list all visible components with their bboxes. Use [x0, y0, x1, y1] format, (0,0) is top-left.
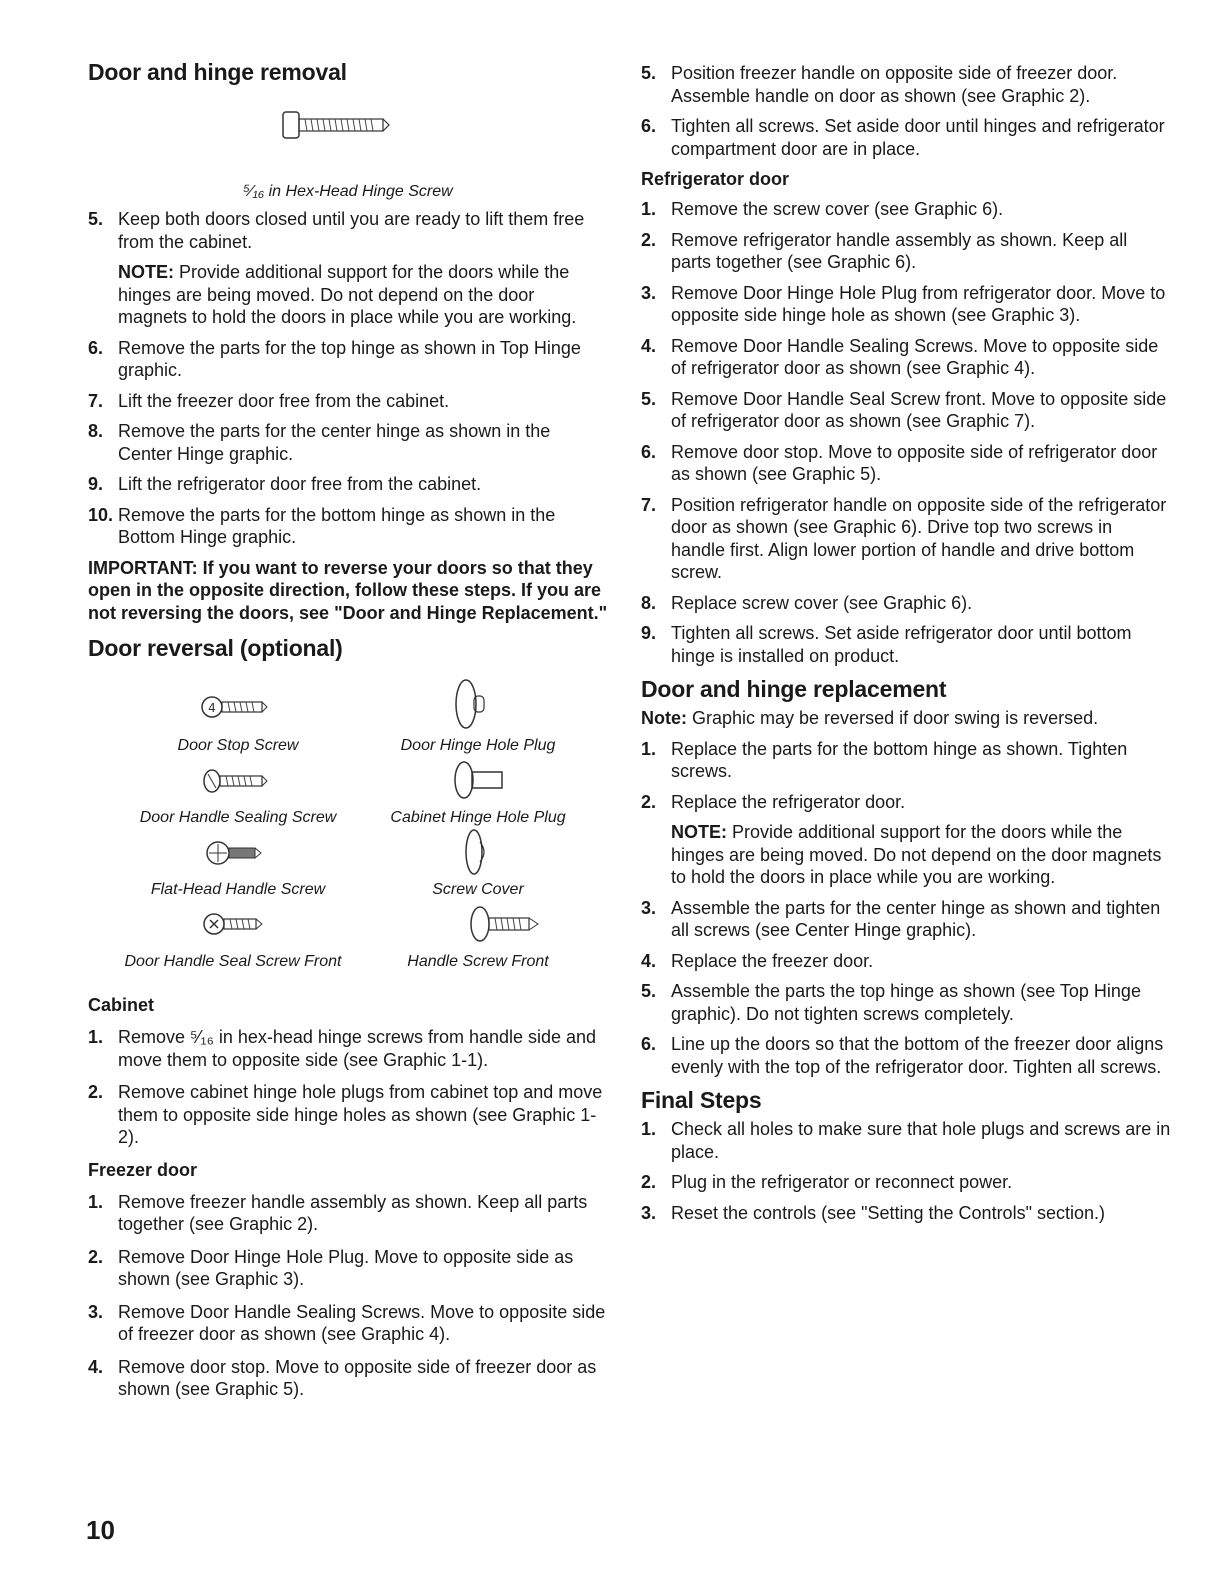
list-item: 5. Assemble the parts the top hinge as shown (see Top Hinge graphic). Do not tighten screws completely. [641, 981, 1141, 1024]
flat-head-handle-screw-icon [206, 836, 266, 870]
caption-door-handle-sealing-screw: Door Handle Sealing Screw [139, 809, 337, 826]
section-title-final: Final Steps [641, 1087, 762, 1113]
page-number: 10 [86, 1515, 115, 1545]
right-column [641, 62, 1171, 1224]
parts-figure [88, 662, 608, 982]
list-item: 5. Keep both doors closed until you are ready to lift them free from the cabinet. [88, 209, 585, 252]
list-item: 4. Remove door stop. Move to opposite side of freezer door as shown (see Graphic 5). [88, 1356, 597, 1399]
removal-steps [88, 208, 608, 253]
important-notice: IMPORTANT: If you want to reverse your doors so that they open in the opposite direction, follow these steps. If you are not reversing the doors, see "Door and Hinge Replacement." [88, 557, 608, 623]
list-item: 8. Remove the parts for the center hinge as shown in the Center Hinge graphic. [88, 421, 551, 464]
list-item: 4. Replace the freezer door. [641, 950, 874, 971]
list-item: 1. Check all holes to make sure that hole plugs and screws are in place. [641, 1119, 1171, 1162]
list-item: 6. Tighten all screws. Set aside door until hinges and refrigerator compartment door are in place. [641, 116, 1165, 159]
list-item: 2. Remove cabinet hinge hole plugs from cabinet top and move them to opposite side hinge holes as shown (see Graphic 1-2). [88, 1082, 603, 1147]
left-column [88, 58, 608, 1401]
list-item: 10. Remove the parts for the bottom hinge as shown in the Bottom Hinge graphic. [88, 504, 556, 547]
section-title-removal: Door and hinge removal [88, 59, 347, 85]
note-replacement: NOTE: Provide additional support for the doors while the hinges are being moved. Do not depend on the door magnets to hold the doors in place while you are working. [671, 822, 1162, 887]
list-item: 1. Remove ⁵⁄₁₆ in hex-head hinge screws from handle side and move them to opposite side (see Graphic 1-1). [88, 1027, 597, 1070]
caption-flat-head-handle-screw: Flat-Head Handle Screw [150, 881, 326, 898]
caption-door-hinge-hole-plug: Door Hinge Hole Plug [400, 737, 556, 754]
screw-cover-icon [462, 826, 492, 878]
cabinet-heading: Cabinet [88, 995, 155, 1015]
hex-screw-caption: ⁵⁄₁₆ in Hex-Head Hinge Screw [243, 183, 453, 200]
replacement-steps [641, 738, 1171, 814]
list-item: 7. Lift the freezer door free from the cabinet. [88, 390, 450, 411]
door-stop-screw-icon [200, 692, 270, 722]
caption-door-handle-seal-screw-front: Door Handle Seal Screw Front [124, 953, 342, 970]
handle-screw-front-icon [468, 904, 544, 944]
freezer-steps [88, 1191, 608, 1401]
section-title-replacement: Door and hinge replacement [641, 676, 947, 702]
freezer-heading: Freezer door [88, 1159, 198, 1180]
door-hinge-hole-plug-icon [452, 676, 492, 732]
freezer-steps-continued [641, 62, 1171, 160]
section-title-reversal: Door reversal (optional) [88, 635, 343, 661]
replacement-note: Note: Graphic may be reversed if door swing is reversed. [641, 708, 1099, 728]
caption-handle-screw-front: Handle Screw Front [407, 953, 549, 970]
refrigerator-steps [641, 198, 1171, 667]
hex-head-screw-icon [273, 110, 393, 140]
caption-cabinet-hinge-hole-plug: Cabinet Hinge Hole Plug [390, 809, 566, 826]
final-steps [641, 1118, 1171, 1224]
list-item: 4. Remove Door Handle Sealing Screws. Move to opposite side of refrigerator door as shown (see Graphic 4). [641, 335, 1159, 378]
list-item: 6. Remove the parts for the top hinge as shown in Top Hinge graphic. [88, 337, 581, 380]
replacement-steps-continued [641, 897, 1171, 1079]
list-item: 3. Assemble the parts for the center hinge as shown and tighten all screws (see Center Hinge graphic). [641, 897, 1161, 940]
list-item: 3. Reset the controls (see "Setting the Controls" section.) [641, 1202, 1105, 1223]
cabinet-hinge-hole-plug-icon [452, 758, 512, 802]
list-item: 3. Remove Door Hinge Hole Plug from refrigerator door. Move to opposite side hinge hole as shown (see Graphic 3). [641, 282, 1166, 325]
list-item: 6. Line up the doors so that the bottom of the freezer door aligns evenly with the top of the refrigerator door. Tighten all screws. [641, 1034, 1164, 1077]
hex-screw-figure [88, 86, 608, 200]
list-item: 2. Remove refrigerator handle assembly as shown. Keep all parts together (see Graphic 6). [641, 229, 1128, 272]
refrigerator-heading: Refrigerator door [641, 169, 790, 189]
list-item: 3. Remove Door Handle Sealing Screws. Move to opposite side of freezer door as shown (see Graphic 4). [88, 1301, 606, 1344]
door-handle-sealing-screw-icon [200, 766, 270, 796]
list-item: 8. Replace screw cover (see Graphic 6). [641, 592, 973, 613]
list-item: 1. Remove freezer handle assembly as shown. Keep all parts together (see Graphic 2). [88, 1191, 588, 1234]
caption-door-stop-screw: Door Stop Screw [177, 737, 299, 754]
list-item: 1. Replace the parts for the bottom hinge as shown. Tighten screws. [641, 738, 1128, 781]
list-item: 6. Remove door stop. Move to opposite side of refrigerator door as shown (see Graphic 5). [641, 441, 1158, 484]
caption-screw-cover: Screw Cover [432, 881, 524, 898]
list-item: 9. Lift the refrigerator door free from the cabinet. [88, 474, 482, 494]
list-item: 2. Replace the refrigerator door. [641, 791, 906, 812]
door-handle-seal-screw-front-icon [202, 908, 266, 940]
note-removal: NOTE: Provide additional support for the doors while the hinges are being moved. Do not depend on the door magnets to hold the doors in place while you are working. [118, 262, 577, 327]
list-item: 7. Position refrigerator handle on opposite side of the refrigerator door as shown (see Graphic 6). Drive top two screws in handle first. Align lower portion of handle and drive bottom screw. [641, 494, 1167, 582]
list-item: 2. Plug in the refrigerator or reconnect power. [641, 1172, 1013, 1192]
removal-steps-continued [88, 337, 608, 549]
list-item: 1. Remove the screw cover (see Graphic 6). [641, 199, 1004, 219]
list-item: 5. Remove Door Handle Seal Screw front. Move to opposite side of refrigerator door as shown (see Graphic 7). [641, 388, 1167, 431]
list-item: 9. Tighten all screws. Set aside refrigerator door until bottom hinge is installed on product. [641, 623, 1132, 666]
list-item: 5. Position freezer handle on opposite side of freezer door. Assemble handle on door as shown (see Graphic 2). [641, 63, 1118, 106]
list-item: 2. Remove Door Hinge Hole Plug. Move to opposite side as shown (see Graphic 3). [88, 1246, 574, 1289]
svg-text:4: 4 [208, 701, 216, 715]
cabinet-steps [88, 1026, 608, 1149]
